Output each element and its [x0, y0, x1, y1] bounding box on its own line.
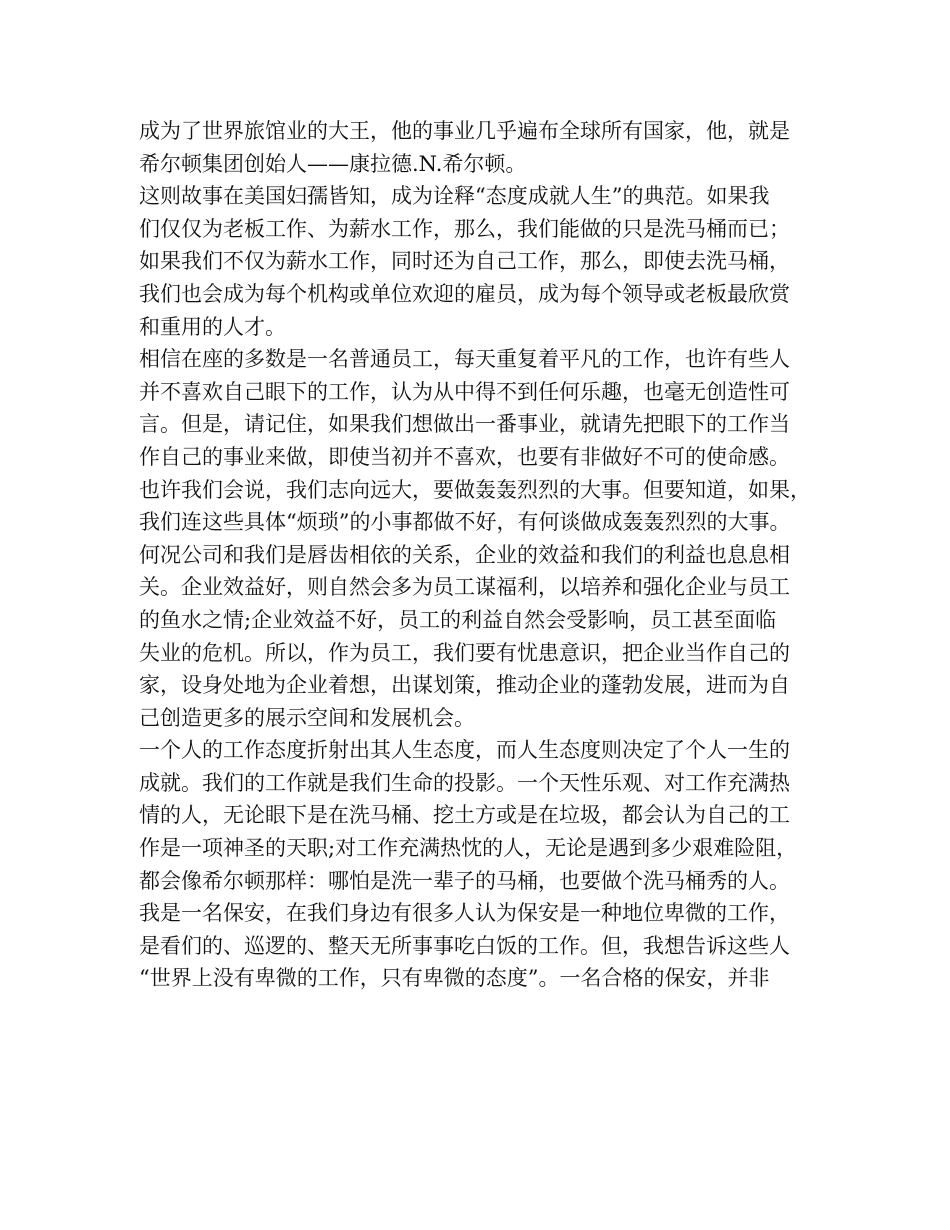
text-line: 关。企业效益好，则自然会多为员工谋福利，以培养和强化企业与员工 [139, 575, 790, 600]
text-line: 失业的危机。所以，作为员工，我们要有忧患意识，把企业当作自己的 [139, 640, 790, 665]
text-line: 希尔顿集团创始人——康拉德.N.希尔顿。 [139, 151, 527, 176]
text-line: 和重用的人才。 [139, 314, 286, 339]
text-line: 们仅仅为老板工作、为薪水工作，那么，我们能做的只是洗马桶而已； [139, 216, 790, 241]
text-line: 是看们的、巡逻的、整天无所事事吃白饭的工作。但，我想告诉这些人 [139, 933, 790, 958]
text-line: 如果我们不仅为薪水工作，同时还为自己工作，那么，即使去洗马桶， [139, 249, 790, 274]
text-line: 我们也会成为每个机构或单位欢迎的雇员，成为每个领导或老板最欣赏 [139, 281, 790, 306]
text-line: 情的人，无论眼下是在洗马桶、挖土方或是在垃圾，都会认为自己的工 [139, 803, 790, 828]
text-line: 成为了世界旅馆业的大王，他的事业几乎遍布全球所有国家，他，就是 [139, 119, 790, 143]
text-line: 己创造更多的展示空间和发展机会。 [139, 705, 475, 730]
text-line: “世界上没有卑微的工作，只有卑微的态度”。一名合格的保安，并非 [139, 966, 770, 991]
text-line: 的鱼水之情;企业效益不好，员工的利益自然会受影响，员工甚至面临 [139, 607, 777, 632]
text-line: 一个人的工作态度折射出其人生态度，而人生态度则决定了个人一生的 [139, 738, 790, 763]
text-line: 何况公司和我们是唇齿相依的关系，企业的效益和我们的利益也息息相 [139, 542, 790, 567]
body-text [139, 115, 839, 995]
text-line: 并不喜欢自己眼下的工作，认为从中得不到任何乐趣，也毫无创造性可 [139, 379, 790, 404]
text-line: 家，设身处地为企业着想，出谋划策，推动企业的蓬勃发展，进而为自 [139, 673, 790, 698]
text-line: 都会像希尔顿那样：哪怕是洗一辈子的马桶，也要做个洗马桶秀的人。 [139, 868, 790, 893]
text-line: 我们连这些具体“烦琐”的小事都做不好，有何谈做成轰轰烈烈的大事。 [139, 510, 791, 535]
text-line: 我是一名保安，在我们身边有很多人认为保安是一种地位卑微的工作， [139, 901, 790, 926]
text-line: 也许我们会说，我们志向远大，要做轰轰烈烈的大事。但要知道，如果， [139, 477, 811, 502]
text-line: 成就。我们的工作就是我们生命的投影。一个天性乐观、对工作充满热 [139, 770, 790, 795]
text-line: 言。但是，请记住，如果我们想做出一番事业，就请先把眼下的工作当 [139, 412, 790, 437]
text-line: 作是一项神圣的天职;对工作充满热忱的人，无论是遇到多少艰难险阻， [139, 836, 798, 861]
text-line: 作自己的事业来做，即使当初并不喜欢，也要有非做好不可的使命感。 [139, 444, 790, 469]
text-line: 相信在座的多数是一名普通员工，每天重复着平凡的工作，也许有些人 [139, 347, 790, 372]
text-line: 这则故事在美国妇孺皆知，成为诠释“态度成就人生”的典范。如果我 [139, 184, 770, 209]
